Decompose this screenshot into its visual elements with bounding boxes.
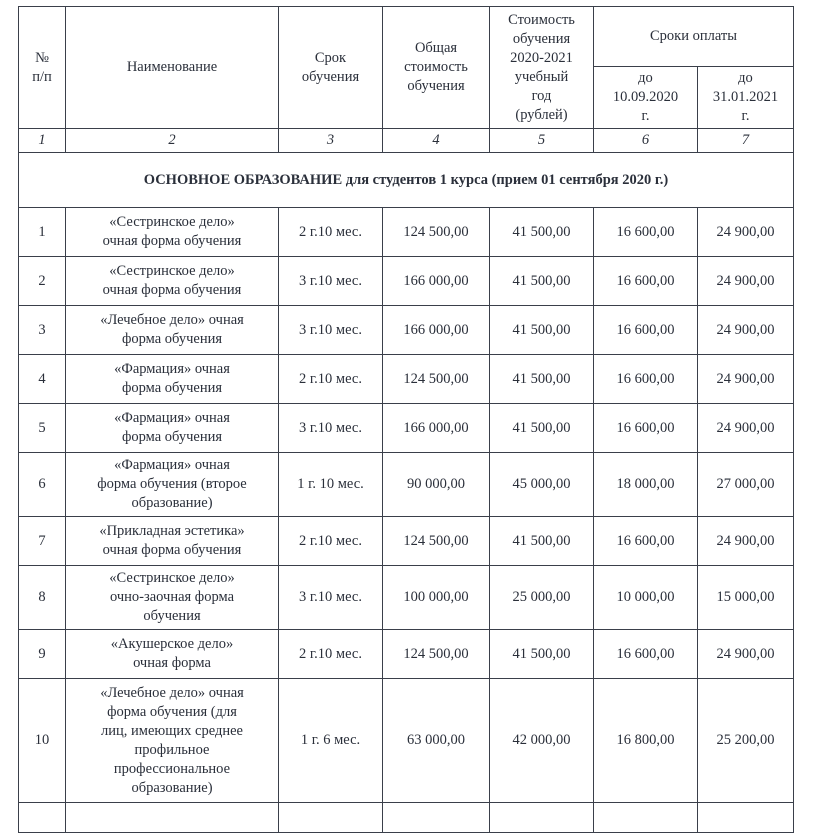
row-number: 5 (19, 404, 66, 453)
payment-1: 10 000,00 (594, 566, 698, 630)
payment-2: 27 000,00 (698, 453, 794, 517)
row-number: 10 (19, 679, 66, 803)
payment-1: 16 800,00 (594, 679, 698, 803)
row-number: 6 (19, 453, 66, 517)
table-row (19, 355, 794, 404)
study-term: 3 г.10 мес. (279, 404, 383, 453)
table-row (19, 404, 794, 453)
study-term: 3 г.10 мес. (279, 257, 383, 306)
header-annual-cost: Стоимость обучения 2020-2021 учебный год (рублей) (490, 7, 594, 129)
section-row (19, 153, 794, 208)
section-title: ОСНОВНОЕ ОБРАЗОВАНИЕ для студентов 1 курса (прием 01 сентября 2020 г.) (19, 153, 794, 208)
column-number: 4 (383, 129, 490, 153)
total-cost: 100 000,00 (383, 566, 490, 630)
column-number: 6 (594, 129, 698, 153)
payment-2: 25 200,00 (698, 679, 794, 803)
table-row (19, 453, 794, 517)
annual-cost: 41 500,00 (490, 404, 594, 453)
payment-2: 15 000,00 (698, 566, 794, 630)
study-term: 3 г.10 мес. (279, 306, 383, 355)
table-row (19, 208, 794, 257)
row-number: 2 (19, 257, 66, 306)
total-cost: 124 500,00 (383, 208, 490, 257)
header-due-date-1: до 10.09.2020 г. (594, 67, 698, 129)
header-num: № п/п (19, 7, 66, 129)
row-number: 7 (19, 517, 66, 566)
header-name: Наименование (66, 7, 279, 129)
annual-cost: 45 000,00 (490, 453, 594, 517)
total-cost: 166 000,00 (383, 404, 490, 453)
column-number: 7 (698, 129, 794, 153)
study-term: 1 г. 6 мес. (279, 679, 383, 803)
annual-cost: 41 500,00 (490, 257, 594, 306)
total-cost: 166 000,00 (383, 257, 490, 306)
table-row (19, 306, 794, 355)
program-name: «Фармация» очная форма обучения (66, 355, 279, 404)
program-name: «Сестринское дело» очно-заочная форма обучения (66, 566, 279, 630)
payment-1: 18 000,00 (594, 453, 698, 517)
study-term: 2 г.10 мес. (279, 355, 383, 404)
program-name: «Фармация» очная форма обучения (второе образование) (66, 453, 279, 517)
table-row-cut-off (19, 803, 794, 833)
program-name: «Сестринское дело» очная форма обучения (66, 208, 279, 257)
table-row (19, 517, 794, 566)
program-name: «Сестринское дело» очная форма обучения (66, 257, 279, 306)
payment-2: 24 900,00 (698, 355, 794, 404)
payment-1: 16 600,00 (594, 404, 698, 453)
payment-2: 24 900,00 (698, 257, 794, 306)
payment-1: 16 600,00 (594, 630, 698, 679)
payment-2: 24 900,00 (698, 630, 794, 679)
program-name: «Акушерское дело» очная форма (66, 630, 279, 679)
total-cost: 90 000,00 (383, 453, 490, 517)
study-term: 1 г. 10 мес. (279, 453, 383, 517)
payment-2: 24 900,00 (698, 404, 794, 453)
row-number: 4 (19, 355, 66, 404)
row-number: 8 (19, 566, 66, 630)
total-cost: 124 500,00 (383, 355, 490, 404)
payment-1: 16 600,00 (594, 257, 698, 306)
column-number: 3 (279, 129, 383, 153)
tuition-table (18, 6, 794, 833)
annual-cost: 41 500,00 (490, 208, 594, 257)
total-cost: 63 000,00 (383, 679, 490, 803)
program-name: «Лечебное дело» очная форма обучения (для лиц, имеющих среднее профильное профессиональное образование) (66, 679, 279, 803)
payment-2: 24 900,00 (698, 517, 794, 566)
header-due-date-2: до 31.01.2021 г. (698, 67, 794, 129)
table-row (19, 566, 794, 630)
study-term: 2 г.10 мес. (279, 630, 383, 679)
column-number-row (19, 129, 794, 153)
table-row (19, 257, 794, 306)
study-term: 2 г.10 мес. (279, 517, 383, 566)
program-name: «Прикладная эстетика» очная форма обучения (66, 517, 279, 566)
column-number: 1 (19, 129, 66, 153)
annual-cost: 41 500,00 (490, 355, 594, 404)
payment-1: 16 600,00 (594, 208, 698, 257)
annual-cost: 42 000,00 (490, 679, 594, 803)
column-number: 2 (66, 129, 279, 153)
header-row (19, 7, 794, 67)
header-term: Срок обучения (279, 7, 383, 129)
total-cost: 124 500,00 (383, 517, 490, 566)
row-number: 9 (19, 630, 66, 679)
program-name: «Фармация» очная форма обучения (66, 404, 279, 453)
table-row (19, 679, 794, 803)
program-name: «Лечебное дело» очная форма обучения (66, 306, 279, 355)
payment-2: 24 900,00 (698, 306, 794, 355)
total-cost: 166 000,00 (383, 306, 490, 355)
annual-cost: 25 000,00 (490, 566, 594, 630)
header-payment-terms: Сроки оплаты (594, 7, 794, 67)
row-number: 3 (19, 306, 66, 355)
annual-cost: 41 500,00 (490, 630, 594, 679)
payment-1: 16 600,00 (594, 517, 698, 566)
payment-1: 16 600,00 (594, 306, 698, 355)
table-row (19, 630, 794, 679)
payment-2: 24 900,00 (698, 208, 794, 257)
annual-cost: 41 500,00 (490, 306, 594, 355)
payment-1: 16 600,00 (594, 355, 698, 404)
study-term: 2 г.10 мес. (279, 208, 383, 257)
study-term: 3 г.10 мес. (279, 566, 383, 630)
header-total-cost: Общая стоимость обучения (383, 7, 490, 129)
annual-cost: 41 500,00 (490, 517, 594, 566)
column-number: 5 (490, 129, 594, 153)
total-cost: 124 500,00 (383, 630, 490, 679)
row-number: 1 (19, 208, 66, 257)
